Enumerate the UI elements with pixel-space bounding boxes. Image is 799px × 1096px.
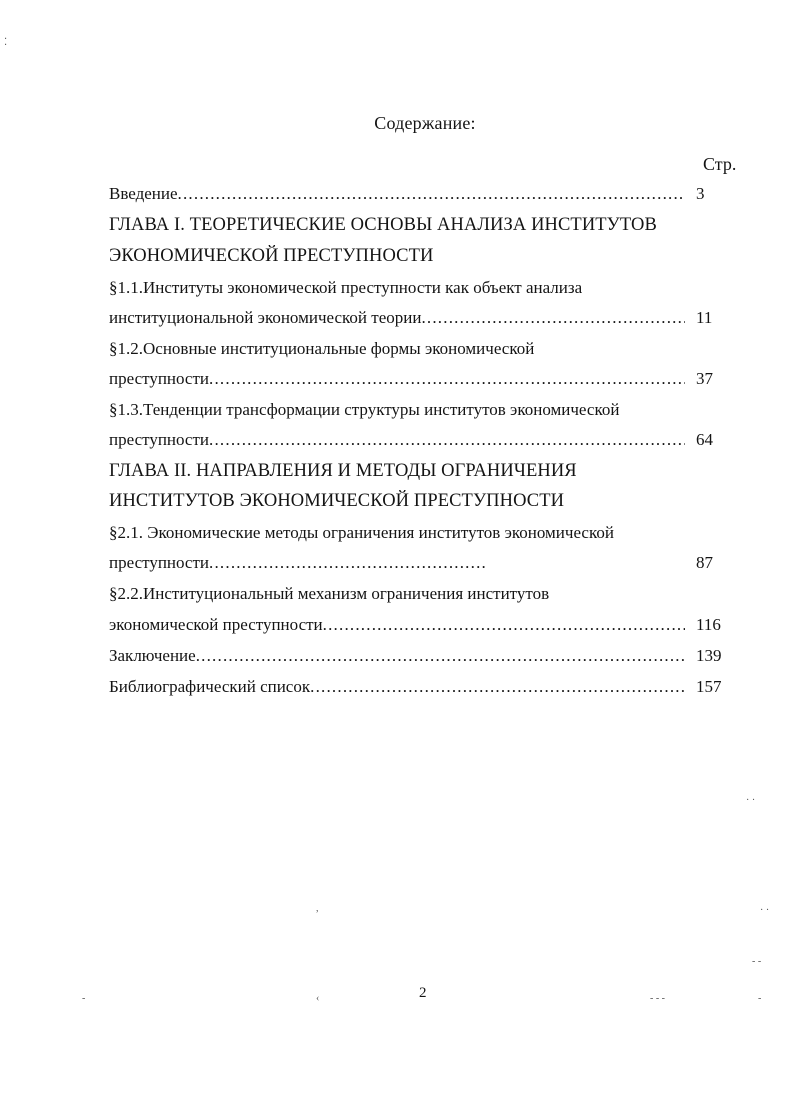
- leader-dots: [209, 429, 685, 451]
- toc-entry-introduction: [109, 183, 685, 205]
- toc-entry-label: Введение: [109, 184, 178, 203]
- section-2-2-line1: §2.2.Институциональный механизм ограничения институтов: [109, 584, 550, 603]
- toc-entry-page: 37: [696, 369, 713, 388]
- toc-entry-label: преступности: [109, 553, 210, 572]
- toc-entry-page: 157: [696, 677, 722, 696]
- toc-title: Содержание:: [374, 113, 476, 133]
- chapter-1-heading-line1: ГЛАВА I. ТЕОРЕТИЧЕСКИЕ ОСНОВЫ АНАЛИЗА ИНСТИТУТОВ: [109, 215, 657, 235]
- toc-entry-label: Библиографический список: [109, 677, 311, 696]
- chapter-1-heading-line2: ЭКОНОМИЧЕСКОЙ ПРЕСТУПНОСТИ: [109, 246, 434, 266]
- scan-speck: -: [82, 993, 86, 1004]
- toc-entry-label: Заключение: [109, 646, 196, 665]
- page-number: 2: [419, 985, 427, 1001]
- leader-dots: [178, 183, 685, 205]
- toc-entry-page: 64: [696, 430, 713, 449]
- leader-dots: [209, 368, 685, 390]
- toc-entry-page: 139: [696, 646, 722, 665]
- section-2-1-line1: §2.1. Экономические методы ограничения институтов экономической: [109, 523, 614, 542]
- scan-speck: ,: [316, 903, 319, 914]
- toc-entry-label: преступности: [109, 369, 210, 388]
- scan-speck: · ·: [760, 905, 770, 916]
- toc-entry-section-1-3: [109, 429, 685, 451]
- toc-entry-conclusion: [109, 645, 685, 667]
- toc-entry-label: преступности: [109, 430, 210, 449]
- toc-entry-page: 87: [696, 553, 713, 572]
- leader-dots: [209, 552, 487, 574]
- leader-dots: [421, 307, 685, 329]
- toc-entry-section-2-1: [109, 552, 685, 574]
- toc-entry-section-2-2: [109, 614, 685, 636]
- leader-dots: [310, 676, 685, 698]
- page-column-header: Стр.: [703, 154, 737, 174]
- toc-entry-section-1-1: [109, 307, 685, 329]
- scan-speck: - - -: [650, 993, 665, 1004]
- toc-entry-page: 11: [696, 308, 713, 327]
- toc-entry-label: институциональной экономической теории: [109, 308, 422, 327]
- chapter-2-heading-line1: ГЛАВА II. НАПРАВЛЕНИЯ И МЕТОДЫ ОГРАНИЧЕНИЯ: [109, 461, 577, 481]
- chapter-2-heading-line2: ИНСТИТУТОВ ЭКОНОМИЧЕСКОЙ ПРЕСТУПНОСТИ: [109, 491, 565, 511]
- scan-speck: -: [758, 993, 762, 1004]
- scan-speck: - -: [752, 956, 762, 967]
- toc-entry-section-1-2: [109, 368, 685, 390]
- toc-entry-label: экономической преступности: [109, 615, 323, 634]
- leader-dots: [323, 614, 685, 636]
- section-1-1-line1: §1.1.Институты экономической преступности как объект анализа: [109, 278, 583, 297]
- leader-dots: [196, 645, 685, 667]
- section-1-2-line1: §1.2.Основные институциональные формы экономической: [109, 339, 535, 358]
- toc-entry-bibliography: [109, 676, 685, 698]
- scan-speck: · ·: [746, 795, 756, 806]
- toc-entry-page: 3: [696, 184, 705, 203]
- section-1-3-line1: §1.3.Тенденции трансформации структуры институтов экономической: [109, 400, 620, 419]
- scan-speck: ⁚: [4, 37, 8, 48]
- toc-entry-page: 116: [696, 615, 721, 634]
- scan-speck: ‹: [316, 993, 320, 1004]
